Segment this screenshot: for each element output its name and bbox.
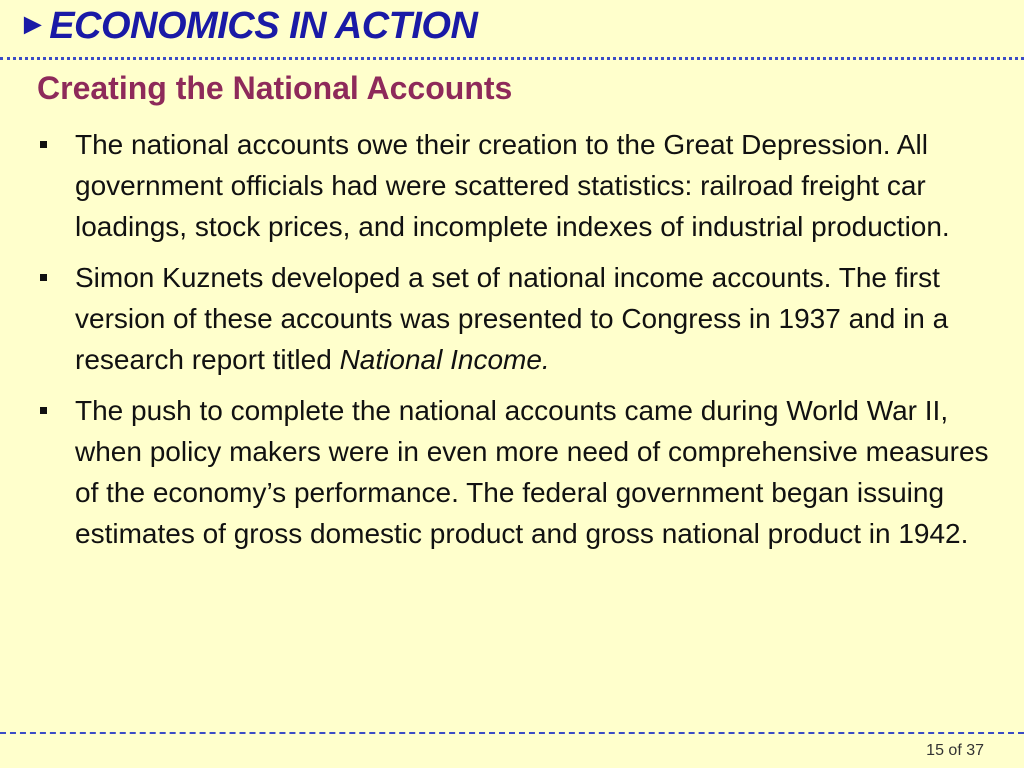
page-number: 15 of 37: [926, 742, 984, 759]
right-triangle-icon: ►: [18, 8, 48, 41]
bullet-text: Simon Kuznets developed a set of national income accounts. The first version of these accounts was presented to Congress in 1937 and in a research report titled: [75, 262, 949, 375]
square-bullet-icon: [40, 274, 47, 281]
bullet-item: [36, 390, 996, 554]
slide-subtitle: Creating the National Accounts: [37, 70, 513, 106]
square-bullet-icon: [40, 141, 47, 148]
header-title: ECONOMICS IN ACTION: [49, 4, 478, 47]
slide-header: [18, 0, 477, 52]
square-bullet-icon: [40, 407, 47, 414]
bullet-item: [36, 124, 996, 247]
header-divider: [0, 57, 1024, 60]
bullet-item: [36, 257, 996, 380]
bullet-text: The push to complete the national accounts came during World War II, when policy makers were in even more need of comprehensive measures of the economy’s performance. The federal government began issuing estimates of gross domestic product and gross national product in 1942.: [75, 395, 989, 549]
bullet-list: [36, 124, 996, 564]
report-title: National Income.: [339, 344, 550, 375]
bullet-text: The national accounts owe their creation to the Great Depression. All government officials had were scattered statistics: railroad freight car loadings, stock prices, and incomplete indexes of industrial production.: [75, 129, 950, 242]
footer-divider: [0, 732, 1024, 734]
